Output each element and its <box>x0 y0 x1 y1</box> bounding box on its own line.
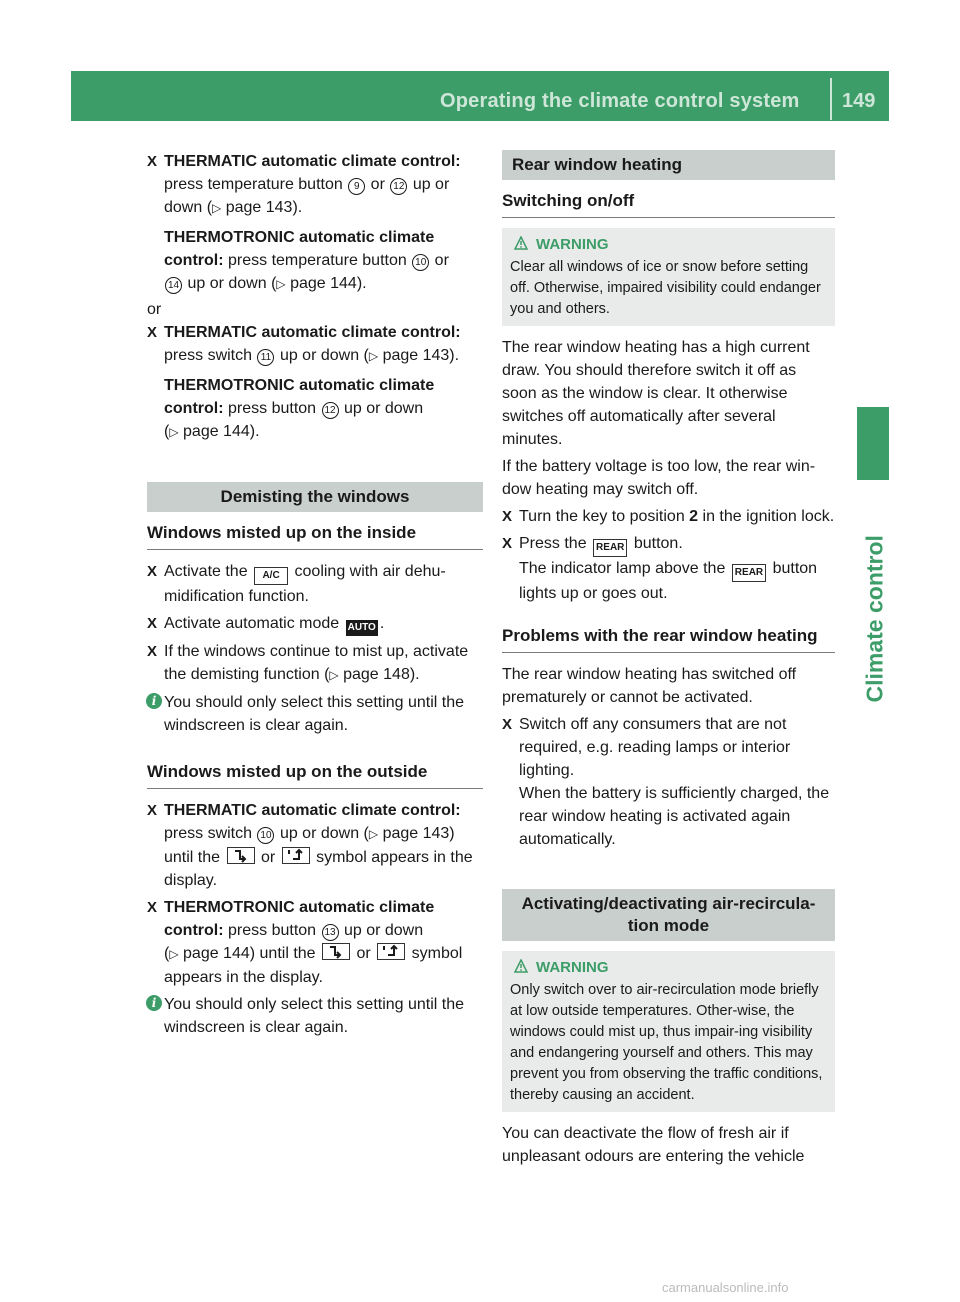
info-note: i You should only select this setting until the windscreen is clear again. <box>147 691 483 737</box>
step-auto: X Activate automatic mode AUTO . <box>147 612 483 636</box>
paragraph: If the battery voltage is too low, the rear win-dow heating may switch off. <box>502 458 816 498</box>
right-column <box>502 150 835 1168</box>
page-ref-link[interactable]: page 144). <box>183 423 260 440</box>
paragraph: You can deactivate the flow of fresh air if unpleasant odours are entering the vehicle <box>502 1125 805 1165</box>
or-text: or <box>147 301 162 318</box>
page-ref-icon: ▷ <box>212 201 222 215</box>
page-ref-icon: ▷ <box>368 827 379 841</box>
watermark: carmanualsonline.info <box>662 1280 789 1295</box>
circled-number: 10 <box>412 254 429 271</box>
step-switch-off-consumers: X Switch off any consumers that are not required, e.g. reading lamps or interior lighting. When the battery is sufficiently charged, the rear window heating is activated again automatically. <box>502 713 835 851</box>
step-thermatic-switch: X THERMATIC automatic climate control: press switch 11 up or down (▷ page 143). THERMOTRONIC automatic climate control: press button 12 up or down (▷ page 144). <box>147 321 483 444</box>
step-outside-thermotronic: X THERMOTRONIC automatic climate control: press button 13 up or down (▷ page 144) until the or symbol appears in the display. <box>147 896 483 989</box>
air-distribution-up-down-icon <box>282 847 310 864</box>
left-column <box>147 150 483 1039</box>
page-ref-link[interactable]: page 143). <box>382 347 460 364</box>
rear-window-heating-key-icon: REAR <box>732 564 766 582</box>
circled-number: 13 <box>322 924 339 941</box>
page-ref-link[interactable]: page 144) until the <box>183 945 316 962</box>
section-title-recirculation: Activating/deactivating air-recircula-tion mode <box>502 889 835 941</box>
page-ref-icon: ▷ <box>169 947 179 961</box>
side-tab-label: Climate control <box>861 535 888 703</box>
paragraph: The rear window heating has switched off prematurely or cannot be activated. <box>502 666 797 706</box>
section-title-demisting: Demisting the windows <box>147 482 483 512</box>
step-press-rear: X Press the REAR button. The indicator lamp above the REAR button lights up or goes out. <box>502 532 835 605</box>
auto-key-icon: AUTO <box>346 620 378 636</box>
page-ref-icon: ▷ <box>329 668 339 682</box>
circled-number: 12 <box>390 178 407 195</box>
subheading-switching: Switching on/off <box>502 190 835 218</box>
warning-title: WARNING <box>536 236 609 253</box>
circled-number: 14 <box>165 277 182 294</box>
page-ref-icon: ▷ <box>169 425 179 439</box>
page-ref-link[interactable]: page 143). <box>225 199 303 216</box>
info-note: i You should only select this setting until the windscreen is clear again. <box>147 993 483 1039</box>
page-ref-icon: ▷ <box>368 349 379 363</box>
circled-number: 9 <box>348 178 365 195</box>
step-demist-function: X If the windows continue to mist up, activate the demisting function (▷ page 148). <box>147 640 483 687</box>
page-ref-link[interactable]: page 148). <box>343 666 420 683</box>
step-thermatic-temp: X THERMATIC automatic climate control: press temperature button 9 or 12 up or down (▷ page 143). THERMOTRONIC automatic climate control: press temperature button 10 or 14 up or down (▷ page 144). <box>147 150 483 296</box>
header-divider <box>830 78 832 120</box>
step-ac: X Activate the A/C cooling with air dehu-midification function. <box>147 560 483 608</box>
side-tab-marker <box>857 407 889 480</box>
warning-triangle-icon <box>514 236 528 250</box>
page-title: Operating the climate control system <box>440 90 800 112</box>
circled-number: 11 <box>257 349 274 366</box>
circled-number: 10 <box>257 827 274 844</box>
ac-key-icon: A/C <box>254 567 288 585</box>
warning-text: Only switch over to air-recirculation mode briefly at low outside temperatures. Other-wise, the windows could mist up, thus impair-ing visibility and endangering yourself and others. This may prevent you from observing the traffic conditions, thereby causing an accident. <box>510 982 823 1103</box>
subheading-problems: Problems with the rear window heating <box>502 625 835 653</box>
info-icon: i <box>146 693 162 709</box>
subheading-outside: Windows misted up on the outside <box>147 761 483 789</box>
circled-number: 12 <box>322 402 339 419</box>
info-icon: i <box>146 995 162 1011</box>
warning-triangle-icon <box>514 959 528 973</box>
page-number: 149 <box>842 90 876 112</box>
paragraph: The rear window heating has a high current draw. You should therefore switch it off as soon as the window is clear. It otherwise switches off automatically after several minutes. <box>502 339 810 448</box>
page-ref-icon: ▷ <box>276 277 286 291</box>
air-distribution-down-icon <box>322 943 350 960</box>
section-title-rear-window: Rear window heating <box>502 150 835 180</box>
step-outside-thermatic: X THERMATIC automatic climate control: press switch 10 up or down (▷ page 143) until the or symbol appears in the display. <box>147 799 483 892</box>
air-distribution-up-down-icon <box>377 943 405 960</box>
warning-title: WARNING <box>536 959 609 976</box>
rear-window-heating-key-icon: REAR <box>593 539 627 557</box>
warning-box <box>502 951 835 1112</box>
warning-text: Clear all windows of ice or snow before setting off. Otherwise, impaired visibility could endanger you and others. <box>510 259 821 317</box>
step-ignition: X Turn the key to position 2 in the ignition lock. <box>502 505 835 528</box>
warning-box <box>502 228 835 326</box>
subheading-inside: Windows misted up on the inside <box>147 522 483 550</box>
page-ref-link[interactable]: page 144). <box>290 275 367 292</box>
page-ref-link[interactable]: page 143) <box>382 825 455 842</box>
air-distribution-down-icon <box>227 847 255 864</box>
